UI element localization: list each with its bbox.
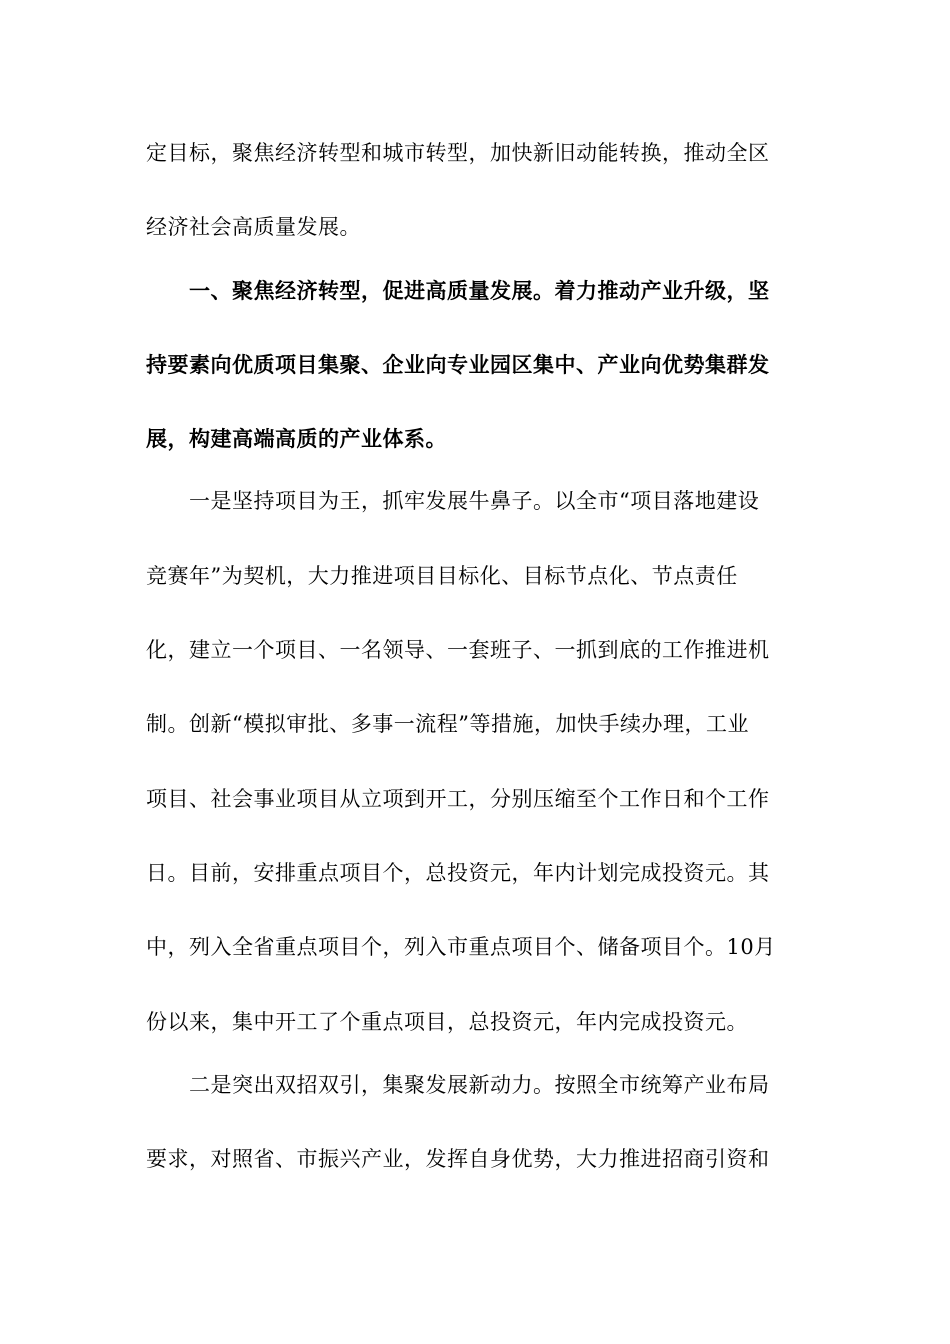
body-text-line: 经济社会高质量发展。 — [146, 215, 361, 239]
body-text-line: 竞赛年”为契机，大力推进项目目标化、目标节点化、节点责任 — [146, 564, 738, 588]
section-heading-line: 展，构建高端高质的产业体系。 — [146, 426, 447, 451]
body-text-line: 中，列入全省重点项目个，列入市重点项目个、储备项目个。10月 — [146, 935, 776, 959]
body-text-line: 份以来，集中开工了个重点项目，总投资元，年内完成投资元。 — [146, 1010, 748, 1034]
body-text-line: 一是坚持项目为王，抓牢发展牛鼻子。以全市“项目落地建设 — [189, 489, 760, 513]
body-text-line: 制。创新“模拟审批、多事一流程”等措施，加快手续办理，工业 — [146, 712, 749, 736]
body-text-line: 化，建立一个项目、一名领导、一套班子、一抓到底的工作推进机 — [146, 638, 770, 662]
body-text-line: 定目标，聚焦经济转型和城市转型，加快新旧动能转换，推动全区 — [146, 141, 770, 165]
body-text-line: 二是突出双招双引，集聚发展新动力。按照全市统筹产业布局 — [189, 1073, 770, 1097]
body-text-line: 要求，对照省、市振兴产业，发挥自身优势，大力推进招商引资和 — [146, 1147, 770, 1171]
body-text-line: 项目、社会事业项目从立项到开工，分别压缩至个工作日和个工作 — [146, 787, 770, 811]
body-text-line: 日。目前，安排重点项目个，总投资元，年内计划完成投资元。其 — [146, 861, 770, 885]
section-heading-line: 持要素向优质项目集聚、企业向专业园区集中、产业向优势集群发 — [146, 352, 770, 377]
section-heading-line: 一、聚焦经济转型，促进高质量发展。着力推动产业升级，坚 — [189, 278, 770, 303]
